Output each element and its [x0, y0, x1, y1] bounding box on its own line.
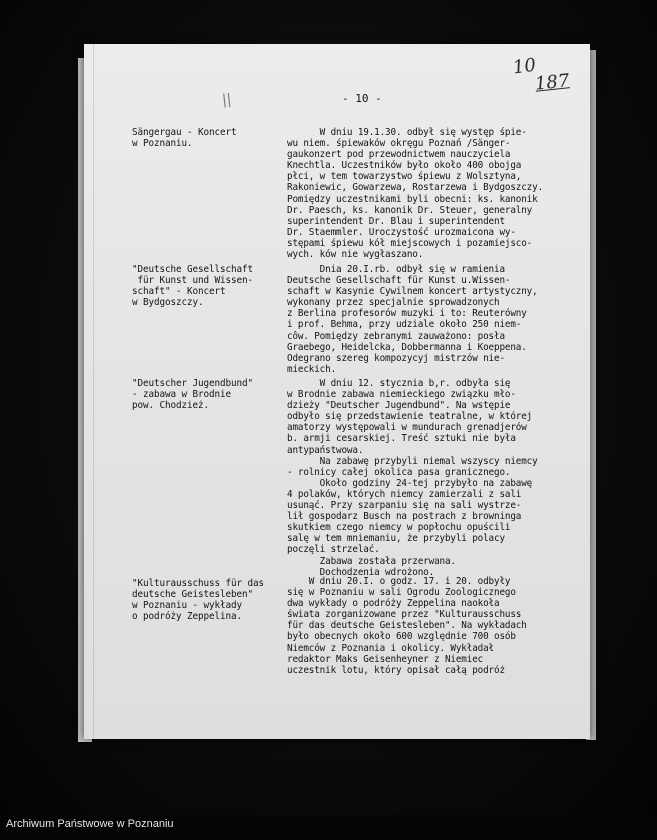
page-fold	[93, 44, 94, 739]
section-body: W dniu 12. stycznia b,r. odbyła się w Brodnie zabawa niemieckiego związku mło- dzieży "Deutscher Jugendbund". Na wstępie odbyło się przedstawienie teatralne, w której amatorzy występowali w mundurach grenadjerów b. armji cesarskiej. Treść sztuki nie była antypaństwowa. Na zabawę przybyli niemal wszyscy niemcy - rolnicy całej okolica pasa granicznego. Około godziny 24-tej przybyło na zabawę 4 polaków, których niemcy zamierzali z sali usunąć. Przy szarpaniu się na sali wystrze- lił gospodarz Busch na postrach z browninga skutkiem czego niemcy w popłochu opuścili salę w tem mniemaniu, że przybyli polacy poczęli strzelać. Zabawa została przerwana. Dochodzenia wdrożono.	[287, 378, 538, 578]
section-body: W dniu 19.1.30. odbył się występ śpie- wu niem. śpiewaków okręgu Poznań /Sänger- gaukonzert pod przewodnictwem nauczyciela Knechtla. Uczestników było około 400 obojga płci, w tem towarzystwo śpiewu z Wolsztyna, Rakoniewic, Gowarzewa, Rostarzewa i Bydgoszczy. Pomiędzy uczestnikami byli obecni: ks. kanonik Dr. Paesch, ks. kanonik Dr. Steuer, generalny superintendent Dr. Blau i superintendent Dr. Staemmler. Uroczystość urozmaicona wy- stępami śpiewu kół miejscowych i pozamiejsco- wych. ków nie wygłaszano.	[287, 127, 544, 261]
section-heading: "Kulturausschuss für das deutsche Geistesleben" w Poznaniu - wykłady o podróży Zeppelina.	[132, 578, 264, 622]
section-heading: Sängergau - Koncert w Poznaniu.	[132, 127, 237, 149]
section-heading: "Deutscher Jugendbund" - zabawa w Brodnie pow. Chodzież.	[132, 378, 253, 411]
page-number: - 10 -	[342, 92, 382, 105]
archive-label: Archiwum Państwowe w Poznaniu	[6, 818, 174, 830]
section-body: W dniu 20.I. o godz. 17. i 20. odbyły się w Poznaniu w sali Ogrodu Zoologicznego dwa wykłady o podróży Zeppelina naokoła świata zorganizowane przez "Kulturausschuss für das deutsche Geistesleben". Na wykładach było obecnych około 600 względnie 700 osób Niemców z Poznania i okolicy. Wykładał redaktor Maks Geisenheyner z Niemiec uczestnik lotu, który opisał całą podróż	[287, 576, 527, 676]
handwritten-marks: ||	[221, 91, 233, 109]
section-heading: "Deutsche Gesellschaft für Kunst und Wissen- schaft" - Koncert w Bydgoszczy.	[132, 264, 253, 308]
section-body: Dnia 20.I.rb. odbył się w ramienia Deutsche Gesellschaft für Kunst u.Wissen- schaft w Kasynie Cywilnem koncert artystyczny, wykonany przez specjalnie sprowadzonych z Berlina profesorów muzyki i to: Reuterówny i prof. Behma, przy udziale około 250 niem- côw. Pomiędzy zebranymi zauważono: posła Graebego, Heidelcka, Dobbermanna i Koeppena. Odegrano szereg kompozycyj mistrzów nie- mieckich.	[287, 264, 538, 375]
handwritten-folio-number: 10	[511, 54, 538, 79]
handwritten-folio-number-alt: 187	[533, 70, 571, 95]
